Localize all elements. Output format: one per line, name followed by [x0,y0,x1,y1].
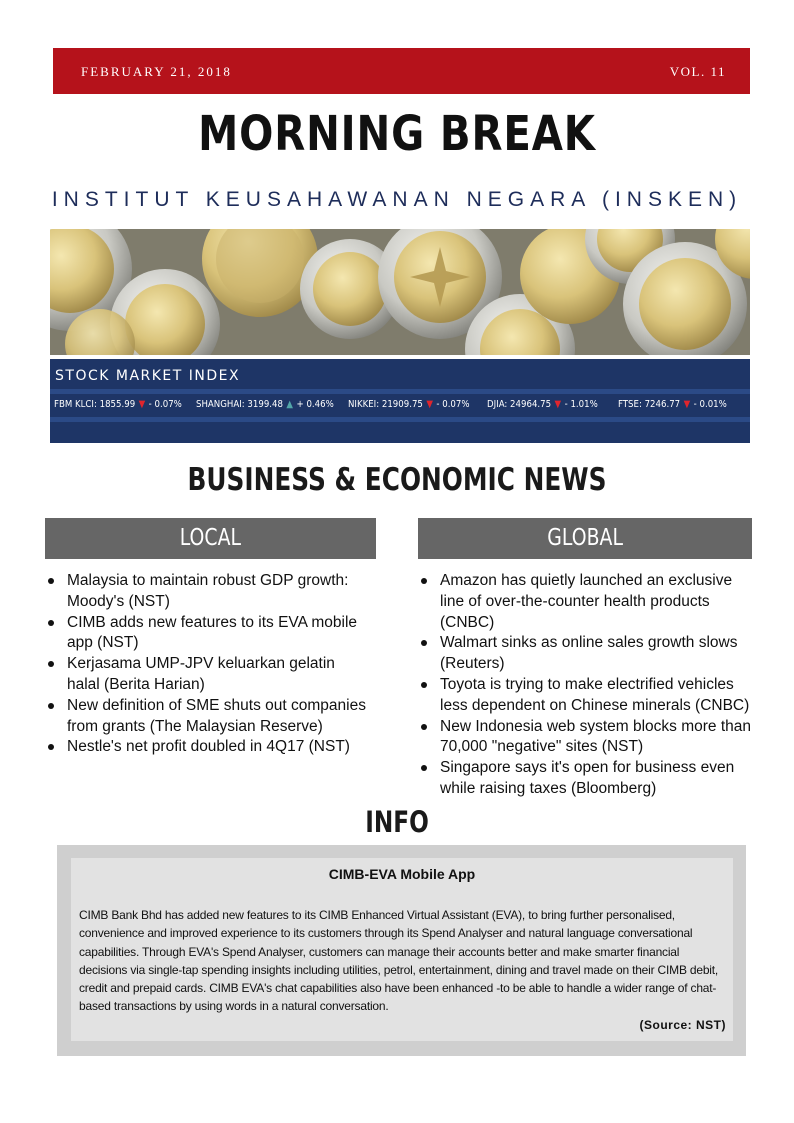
list-item [48,571,368,613]
news-headline: Malaysia to maintain robust GDP growth: Moody's (NST) [67,572,349,610]
header-bar [53,48,750,94]
info-section-title: INFO [365,805,429,839]
news-headline: Singapore says it's open for business even while raising taxes (Bloomberg) [440,759,735,797]
news-headline: Walmart sinks as online sales growth slows (Reuters) [440,634,738,673]
newsletter-subtitle: INSTITUT KEUSAHAWANAN NEGARA (INSKEN) [51,188,743,211]
stock-index-name: SHANGHAI: 3199.48 [196,399,283,410]
bullet-icon [421,724,427,730]
up-arrow-icon: ▲ [286,399,294,410]
bullet-icon [421,682,427,688]
news-headline: Nestle's net profit doubled in 4Q17 (NST) [67,738,350,756]
local-heading-label: LOCAL [179,525,242,551]
bullet-icon [421,578,427,584]
global-news-list [421,571,751,800]
global-heading-label: GLOBAL [547,525,623,551]
news-headline: Amazon has quietly launched an exclusive line of over-the-counter health products (CNBC) [440,572,733,631]
coins-banner-image [50,229,750,355]
info-source: (Source: NST) [639,1018,726,1032]
bullet-icon [48,578,54,584]
down-arrow-icon: ▼ [138,399,146,410]
list-item [421,717,751,759]
divider [50,389,750,394]
bullet-icon [48,703,54,709]
stock-index-item [348,399,470,410]
list-item [421,633,751,675]
stock-index-item [54,399,182,410]
stock-index-name: FBM KLCI: 1855.99 [54,399,136,410]
issue-volume: VOL. 11 [669,64,726,79]
stock-index-item [618,399,727,410]
list-item [48,737,368,758]
stock-index-name: DJIA: 24964.75 [487,399,552,410]
down-arrow-icon: ▼ [426,399,433,410]
stock-index-item [196,399,334,410]
stock-index-change: - 0.07% [436,399,470,410]
list-item [48,654,368,696]
divider [50,417,750,422]
stock-index-name: FTSE: 7246.77 [618,399,681,410]
global-news-heading [418,518,752,559]
bullet-icon [421,765,427,771]
stock-index-change: - 1.01% [564,399,598,410]
stock-index-change: - 0.01% [693,399,727,410]
local-news-heading [45,518,376,559]
news-headline: New definition of SME shuts out companies from grants (The Malaysian Reserve) [67,696,366,735]
news-headline: Kerjasama UMP-JPV keluarkan gelatin halal (Berita Harian) [67,655,335,693]
down-arrow-icon: ▼ [554,399,562,410]
newsletter-title: MORNING BREAK [198,106,596,162]
list-item [421,758,751,800]
news-headline: Toyota is trying to make electrified vehicles less dependent on Chinese minerals (CNBC) [440,675,750,714]
bullet-icon [48,620,54,626]
bullet-icon [48,744,54,750]
list-item [48,696,368,738]
bullet-icon [421,640,427,646]
news-section-title: BUSINESS & ECONOMIC NEWS [187,462,607,498]
stock-index-name: NIKKEI: 21909.75 [348,399,423,410]
list-item [421,571,751,633]
list-item [48,613,368,655]
list-item [421,675,751,717]
info-heading: CIMB-EVA Mobile App [328,866,476,882]
stock-index-item [487,399,598,410]
local-news-list [48,571,368,758]
stock-index-change: - 0.07% [148,399,182,410]
stock-market-label: STOCK MARKET INDEX [55,368,241,384]
news-headline: New Indonesia web system blocks more than 70,000 "negative" sites (NST) [440,717,752,756]
news-headline: CIMB adds new features to its EVA mobile app (NST) [67,613,358,652]
issue-date: FEBRUARY 21, 2018 [81,64,232,79]
stock-index-change: + 0.46% [296,399,334,410]
down-arrow-icon: ▼ [683,399,691,410]
bullet-icon [48,661,54,667]
info-body-text: CIMB Bank Bhd has added new features to its CIMB Enhanced Virtual Assistant (EVA), to bring further personalised, convenience and improved experience to its customers through its Spend Analyser and natural language conversational capabilities. Through EVA's Spend Analyser, customers can manage their accounts better and make smarter financial decisions via single-tap spending insights including utilities, petrol, entertainment, dining and travel made on their CIMB debit, credit and prepaid cards. CIMB EVA's chat capabilities also have been enhanced -to be able to handle a wider range of chat-based transactions by using words in a natural conversation. [79,908,719,1014]
